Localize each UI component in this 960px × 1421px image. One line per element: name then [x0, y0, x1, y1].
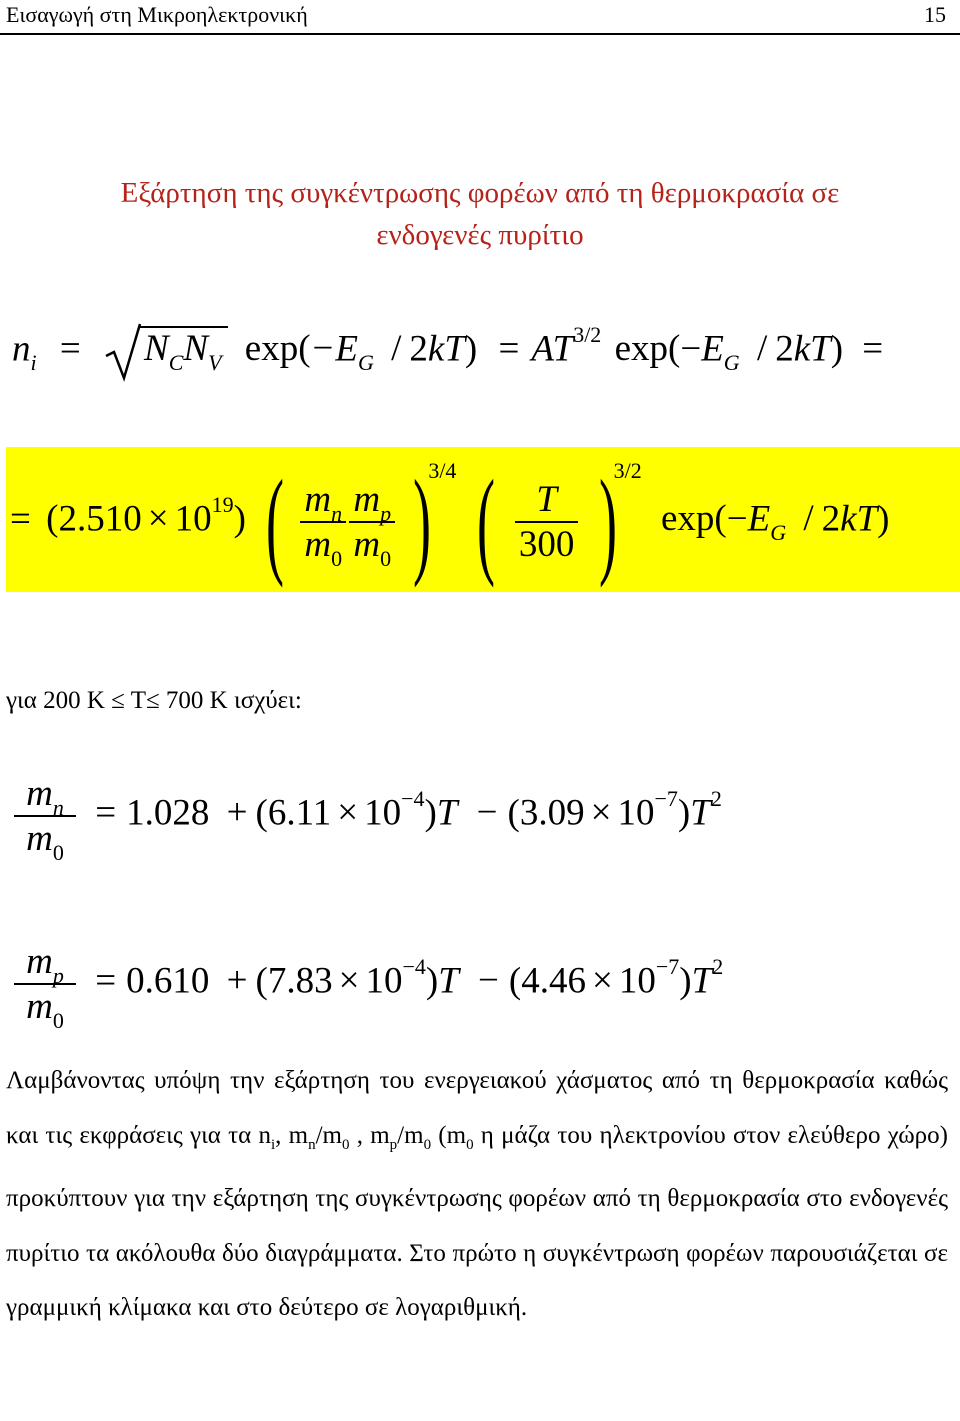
- mn-constant: 1.028: [126, 792, 210, 834]
- equation-mn: $\frac{m_n}{m_0}$ = $1.028 + (6.11 \times 10^{-4})T - (3.09 \times 10^{-7})T^2$: [14, 772, 722, 860]
- mn-coefficient-1: 6.11: [267, 792, 332, 834]
- equation-ni-expanded: = $(2.510 \times 10^{19})$ ( $\frac{m_n}{m_0}$ $\frac{m_p}{m_0}$ )$^{3/4}$ ( $\frac{T}{300}$ )$^{3/2}$ $\exp(-E_G / 2kT)$: [10, 455, 890, 588]
- document-title: Εισαγωγή στη Μικροηλεκτρονική: [6, 2, 308, 27]
- mp-coefficient-1: 7.83: [267, 960, 333, 1002]
- page-number: 15: [924, 2, 946, 27]
- mp-coefficient-2: 4.46: [521, 960, 586, 1002]
- t-reference: 300: [518, 524, 575, 565]
- mp-constant: 0.610: [126, 960, 210, 1002]
- equation-ni: $n_i = N_CN_V$ $\exp(-E_G / 2kT) = AT^{3/2}$ $\exp(-E_G / 2kT)$ =: [12, 322, 883, 382]
- mn-coefficient-2: 3.09: [519, 792, 585, 834]
- equation-mp: $\frac{m_p}{m_0}$ = $0.610 + (7.83 \times 10^{-4})T - (4.46 \times 10^{-7})T^2$: [14, 940, 723, 1028]
- body-paragraph: Λαμβάνοντας υπόψη την εξάρτηση του ενεργειακού χάσματος από τη θερμοκρασία καθώς και τις εκφράσεις για τα $n_i$, $m_n/m_0$ , $m_p/m_0$ ($m_0$ η μάζα του ηλεκτρονίου στον ελεύθερο χώρο) προκύπτουν για την εξάρτηση της συγκέντρωσης φορέων από τη θερμοκρασία στο ενδογενές πυρίτιο τα ακόλουθα δύο διαγράμματα. Στο πρώτο η συγκέντρωση φορέων παρουσιάζεται σε γραμμική κλίμακα και στο δεύτερο σε λογαριθμική.: [6, 1067, 948, 1321]
- section-heading-line-1: Εξάρτηση της συγκέντρωσης φορέων από τη θερμοκρασία σε: [120, 177, 840, 209]
- section-heading: [0, 172, 960, 256]
- header-rule: [0, 33, 960, 35]
- page-header: [0, 0, 960, 36]
- section-heading-line-2: ενδογενές πυρίτιο: [376, 219, 584, 251]
- paragraph-text: Λαμβάνοντας υπόψη την εξάρτηση του ενεργειακού χάσματος από τη θερμοκρασία καθώς και τις εκφράσεις για τα n: [6, 1067, 948, 1149]
- prefactor-exponent: 19: [211, 492, 234, 518]
- prefactor: 2.510: [58, 498, 142, 540]
- validity-condition: για 200 K ≤ T≤ 700 K ισχύει:: [6, 687, 302, 714]
